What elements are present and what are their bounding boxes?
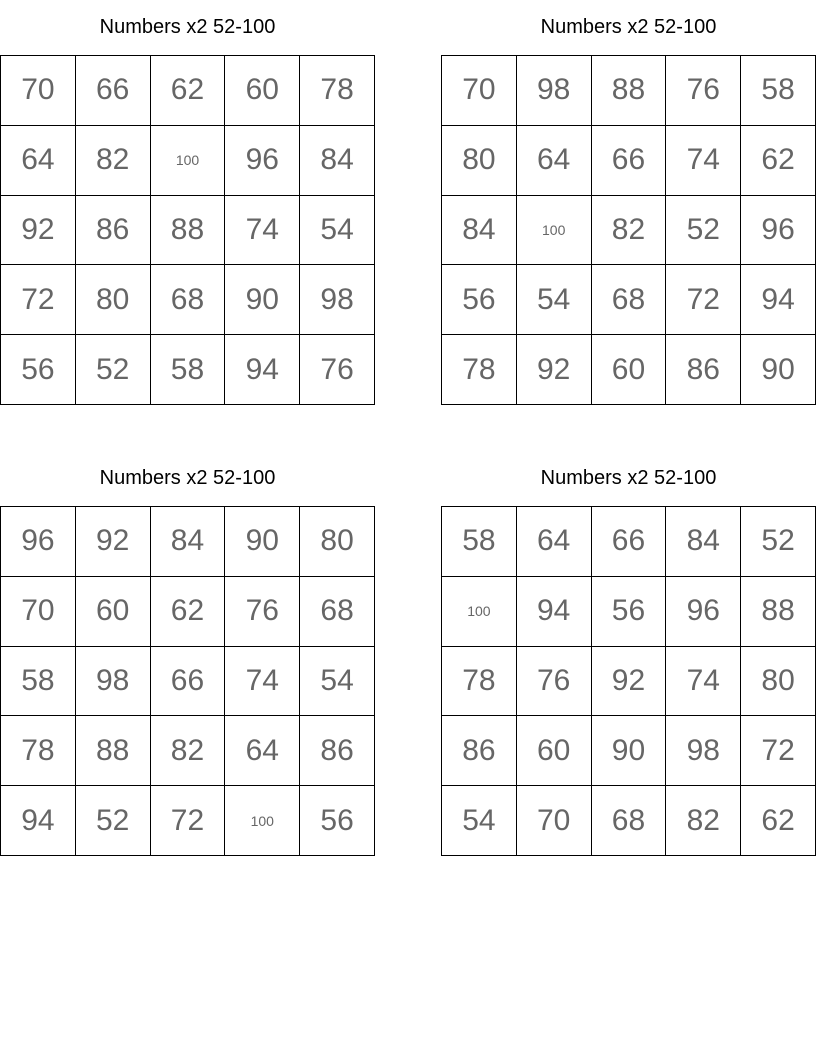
grid-cell: 86 [76,196,151,266]
card-title: Numbers x2 52-100 [99,16,276,38]
grid-cell: 86 [666,335,741,405]
grid-cell: 94 [741,265,816,335]
bingo-card-1 [0,14,375,405]
grid-cell: 98 [666,716,741,786]
grid-cell: 90 [592,716,667,786]
grid-cell: 62 [151,577,226,647]
grid-cell: 84 [300,126,375,196]
grid-cell: 78 [442,335,517,405]
grid-cell: 76 [666,56,741,126]
grid-cell: 54 [300,196,375,266]
grid-cell: 64 [1,126,76,196]
grid-cell: 68 [300,577,375,647]
grid-cell: 88 [592,56,667,126]
grid-cell: 68 [592,265,667,335]
number-grid [441,506,816,856]
grid-cell: 72 [151,786,226,856]
grid-cell: 80 [300,507,375,577]
number-grid [0,506,375,856]
grid-cell: 56 [592,577,667,647]
bingo-card-3 [0,465,375,856]
grid-cell: 94 [1,786,76,856]
grid-cell: 94 [517,577,592,647]
grid-cell: 88 [741,577,816,647]
grid-cell: 90 [225,507,300,577]
grid-cell: 78 [1,716,76,786]
grid-cell: 74 [225,647,300,717]
grid-cell: 66 [592,126,667,196]
grid-cell: 70 [1,577,76,647]
grid-cell: 52 [76,335,151,405]
grid-cell: 58 [442,507,517,577]
grid-cell: 66 [76,56,151,126]
grid-cell: 60 [76,577,151,647]
grid-cell: 96 [225,126,300,196]
grid-cell: 58 [151,335,226,405]
grid-cell: 98 [76,647,151,717]
grid-cell: 88 [76,716,151,786]
grid-cell: 84 [442,196,517,266]
grid-cell: 70 [442,56,517,126]
grid-cell: 74 [666,126,741,196]
grid-cell: 54 [300,647,375,717]
card-title: Numbers x2 52-100 [540,16,717,38]
grid-cell: 60 [225,56,300,126]
grid-cell: 70 [1,56,76,126]
grid-cell: 62 [151,56,226,126]
grid-cell: 58 [741,56,816,126]
bingo-card-4 [441,465,816,856]
grid-cell: 92 [1,196,76,266]
grid-cell: 80 [741,647,816,717]
grid-cell: 64 [225,716,300,786]
grid-cell: 64 [517,126,592,196]
grid-cell: 56 [300,786,375,856]
grid-cell: 76 [225,577,300,647]
grid-cell: 56 [442,265,517,335]
grid-cell: 84 [666,507,741,577]
grid-cell: 54 [442,786,517,856]
grid-cell: 66 [592,507,667,577]
grid-cell: 60 [592,335,667,405]
grid-cell: 72 [666,265,741,335]
grid-cell: 80 [442,126,517,196]
grid-cell: 100 [442,577,517,647]
grid-cell: 98 [517,56,592,126]
number-grid [0,55,375,405]
grid-cell: 88 [151,196,226,266]
grid-cell: 58 [1,647,76,717]
grid-cell: 92 [517,335,592,405]
grid-cell: 100 [517,196,592,266]
grid-cell: 82 [592,196,667,266]
card-title: Numbers x2 52-100 [540,467,717,489]
grid-cell: 52 [666,196,741,266]
grid-cell: 94 [225,335,300,405]
grid-cell: 96 [741,196,816,266]
grid-cell: 76 [300,335,375,405]
grid-cell: 90 [225,265,300,335]
grid-cell: 64 [517,507,592,577]
grid-cell: 60 [517,716,592,786]
grid-cell: 74 [225,196,300,266]
grid-cell: 74 [666,647,741,717]
grid-cell: 100 [225,786,300,856]
grid-cell: 66 [151,647,226,717]
bingo-card-2 [441,14,816,405]
grid-cell: 90 [741,335,816,405]
grid-cell: 72 [741,716,816,786]
grid-cell: 52 [76,786,151,856]
grid-cell: 68 [592,786,667,856]
grid-cell: 92 [76,507,151,577]
grid-cell: 78 [300,56,375,126]
grid-cell: 72 [1,265,76,335]
grid-cell: 56 [1,335,76,405]
grid-cell: 98 [300,265,375,335]
grid-cell: 80 [76,265,151,335]
grid-cell: 100 [151,126,226,196]
grid-cell: 76 [517,647,592,717]
card-title: Numbers x2 52-100 [99,467,276,489]
grid-cell: 78 [442,647,517,717]
grid-cell: 54 [517,265,592,335]
grid-cell: 68 [151,265,226,335]
grid-cell: 86 [442,716,517,786]
grid-cell: 86 [300,716,375,786]
grid-cell: 52 [741,507,816,577]
grid-cell: 70 [517,786,592,856]
grid-cell: 92 [592,647,667,717]
grid-cell: 62 [741,786,816,856]
grid-cell: 84 [151,507,226,577]
grid-cell: 96 [666,577,741,647]
grid-cell: 96 [1,507,76,577]
grid-cell: 82 [151,716,226,786]
grid-cell: 62 [741,126,816,196]
grid-cell: 82 [666,786,741,856]
number-grid [441,55,816,405]
grid-cell: 82 [76,126,151,196]
